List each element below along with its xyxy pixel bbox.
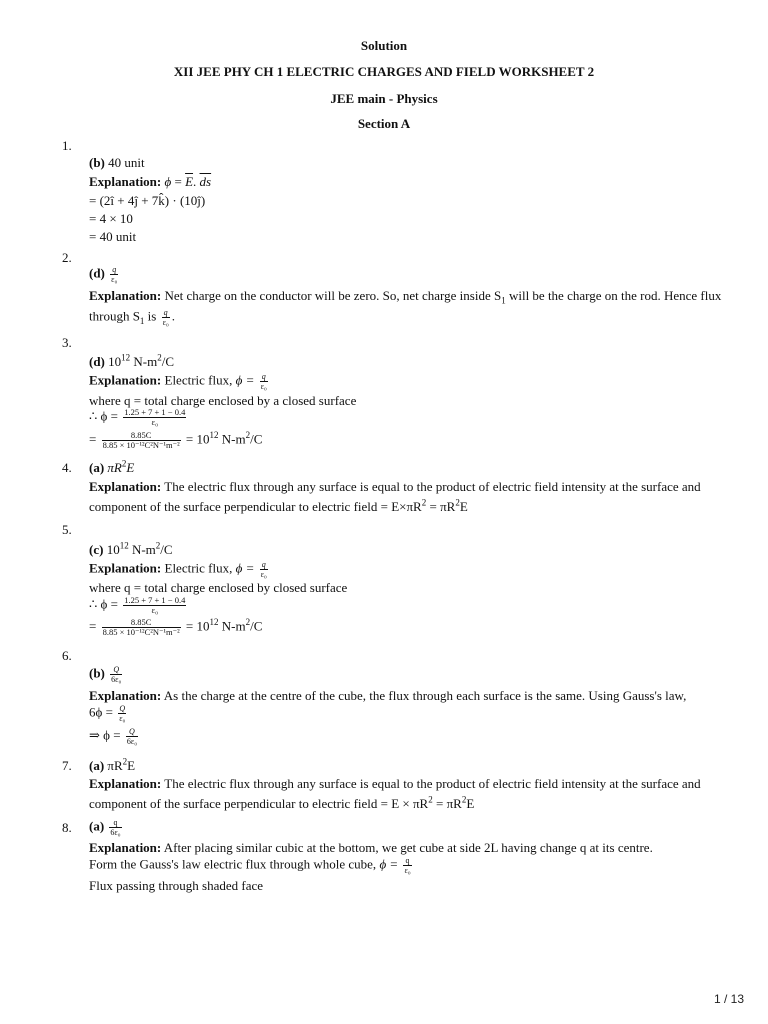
q-over-epsilon <box>260 372 268 391</box>
exponent: 12 <box>209 617 219 628</box>
numerator: Q <box>113 665 120 674</box>
q5-text: Electric flux, <box>164 560 236 576</box>
q2-explanation <box>89 288 721 304</box>
q8-answer <box>89 818 124 837</box>
explanation-label: Explanation: <box>89 288 162 303</box>
numeric-fraction <box>102 431 181 450</box>
field-vector: $\overline{E}$ <box>185 174 194 189</box>
q2-text-cont: is <box>144 308 160 324</box>
denominator: ε₀ <box>151 417 159 427</box>
unit: /C <box>250 618 263 634</box>
equals-sign: = <box>89 618 97 634</box>
subscript: 1 <box>501 295 506 306</box>
exponent: 2 <box>461 794 467 805</box>
q3-where: where q = total charge enclosed by a closed surface <box>89 393 357 408</box>
exponent: 2 <box>157 352 162 363</box>
worksheet-title: XII JEE PHY CH 1 ELECTRIC CHARGES AND FIELD WORKSHEET 2 <box>173 64 595 79</box>
answer-expr-end: E <box>126 460 135 475</box>
q3-option: (d) <box>89 354 105 369</box>
q5-result <box>89 618 262 637</box>
question-number-1: 1. <box>62 138 72 153</box>
numerator: 8.85C <box>102 618 181 628</box>
q8-text: After placing similar cubic at the bottom, we get cube at side 2L having change q at its centre. <box>163 840 653 855</box>
explanation-label: Explanation: <box>89 479 162 494</box>
exponent: 2 <box>245 430 251 441</box>
q5-explanation <box>89 560 270 579</box>
q7-option: (a) <box>89 758 105 773</box>
q1-answer <box>89 155 145 171</box>
charge-over-epsilon <box>123 596 186 615</box>
denominator: 8.85 × 10⁻¹²C²N⁻¹m⁻² <box>102 440 180 450</box>
Q-over-epsilon <box>118 704 126 723</box>
solution-heading: Solution <box>360 38 408 53</box>
q4-text: = πR <box>426 499 456 514</box>
q1-step-4: = 40 unit <box>89 229 137 244</box>
q4-explanation-line-2 <box>89 499 468 515</box>
numerator: q <box>403 856 411 866</box>
q3-text: Electric flux, <box>164 372 236 388</box>
q1-step-3: = 4 × 10 <box>89 211 133 226</box>
explanation-label: Explanation: <box>89 560 162 576</box>
q4-answer <box>89 460 134 476</box>
denominator: ε₀ <box>111 275 118 284</box>
exponent: 2 <box>245 617 251 628</box>
result-value: = 10 <box>185 431 210 447</box>
q-over-epsilon <box>260 560 268 579</box>
numerator: 1.25 + 7 + 1 − 0.4 <box>124 407 186 417</box>
denominator: ε₀ <box>404 866 411 875</box>
denominator: ε₀ <box>151 605 159 615</box>
q7-text: The electric flux through any surface is equal to the product of electric field intensity at the surface and <box>164 776 701 791</box>
q7-text: = πR <box>432 796 462 811</box>
charge-over-epsilon <box>123 408 186 427</box>
therefore-phi: ∴ ϕ = <box>89 408 118 424</box>
exponent: 12 <box>119 540 129 551</box>
question-number-2: 2. <box>62 250 72 265</box>
numerator: Q <box>119 704 126 713</box>
q3-step <box>89 408 188 427</box>
unit: /C <box>161 354 175 369</box>
q6-explanation <box>89 688 686 704</box>
q-over-6epsilon <box>109 818 121 837</box>
explanation-label: Explanation: <box>89 174 162 189</box>
q2-option: (d) <box>89 265 105 281</box>
page-indicator: 1 / 13 <box>713 992 744 1006</box>
unit: N-m <box>218 618 246 634</box>
q3-explanation <box>89 372 270 391</box>
denominator: ε₀ <box>260 382 267 391</box>
question-number-5: 5. <box>62 522 72 537</box>
exponent: 12 <box>121 352 131 363</box>
q4-text: E <box>459 499 468 514</box>
q7-explanation-line-2 <box>89 796 474 812</box>
q2-answer <box>89 265 120 284</box>
q6-step-3 <box>89 727 140 746</box>
exponent: 12 <box>209 430 219 441</box>
unit: N-m <box>128 542 156 557</box>
question-number-3: 3. <box>62 335 72 350</box>
phi-symbol: ϕ <box>164 174 172 189</box>
denominator: ε₀ <box>260 570 267 579</box>
q1-explanation: Explanation: $\phi = \overline{E}$. $\overline{ds}$ <box>89 174 212 189</box>
q-over-epsilon <box>403 856 411 875</box>
q7-explanation <box>89 776 701 792</box>
section-heading: Section A <box>357 116 411 131</box>
denominator: 8.85 × 10⁻¹²C²N⁻¹m⁻² <box>102 627 180 637</box>
Q-over-6epsilon <box>110 665 122 684</box>
exponent: 2 <box>122 756 128 767</box>
q6-text: As the charge at the centre of the cube, the flux through each surface is the same. Using Gauss's law, <box>163 688 687 703</box>
q1-step-2: = (2î + 4ĵ + 7k̂) · (10ĵ) <box>89 193 206 208</box>
q2-text: through S <box>89 308 140 324</box>
exponent: 2 <box>155 540 161 551</box>
unit: N-m <box>218 431 246 447</box>
phi-equation: ϕ = <box>235 560 255 576</box>
q6-step-2 <box>89 704 128 723</box>
subject-heading: JEE main - Physics <box>330 91 438 106</box>
denominator: 6ε₀ <box>126 737 137 746</box>
q5-option: (c) <box>89 542 104 557</box>
q2-explanation-line-2 <box>89 308 175 327</box>
q-over-epsilon <box>110 265 118 284</box>
question-number-7: 7. <box>62 758 72 773</box>
q4-text: The electric flux through any surface is equal to the product of electric field intensity at the surface and <box>164 479 701 494</box>
q1-option: (b) <box>89 155 105 170</box>
therefore-phi: ∴ ϕ = <box>89 596 118 612</box>
q8-option: (a) <box>89 818 105 834</box>
q7-text: component of the surface perpendicular to electric field = E × πR <box>89 796 429 811</box>
Q-over-6epsilon <box>126 727 138 746</box>
value: 10 <box>108 354 122 369</box>
q4-explanation <box>89 479 701 495</box>
q4-text: component of the surface perpendicular to electric field = E×πR <box>89 499 422 514</box>
q2-text-cont: will be the charge on the rod. Hence flux <box>505 288 722 303</box>
numerator: q <box>261 560 266 569</box>
answer-expr-end: E <box>127 758 136 773</box>
numerator: Q <box>129 727 135 736</box>
denominator: 6ε₀ <box>110 828 121 837</box>
unit: /C <box>160 542 173 557</box>
exponent: 2 <box>428 794 433 805</box>
exponent: 2 <box>421 497 427 508</box>
numerator: q <box>261 372 266 381</box>
denominator: 6ε₀ <box>111 675 122 684</box>
q8-text: Form the Gauss's law electric flux through whole cube, <box>89 856 380 872</box>
numeric-fraction <box>102 618 181 637</box>
q2-text: Net charge on the conductor will be zero. So, net charge inside S <box>164 288 502 303</box>
q4-option: (a) <box>89 460 105 475</box>
numerator: 8.85C <box>102 431 181 441</box>
q5-answer <box>89 542 173 558</box>
q3-answer <box>89 354 174 370</box>
q8-explanation-line-3: Flux passing through shaded face <box>89 878 264 893</box>
q6-answer <box>89 665 124 684</box>
answer-expr: πR <box>107 758 123 773</box>
numerator: q <box>109 818 121 828</box>
q5-where: where q = total charge enclosed by closed surface <box>89 580 348 595</box>
question-number-4: 4. <box>62 460 72 475</box>
area-vector: $\overline{ds}$ <box>199 174 212 189</box>
subscript: 1 <box>139 316 145 327</box>
numerator: 1.25 + 7 + 1 − 0.4 <box>124 595 186 605</box>
equals-sign: = <box>174 174 182 189</box>
six-phi: 6ϕ = <box>89 704 113 720</box>
exponent: 2 <box>455 497 460 508</box>
q7-answer <box>89 758 135 774</box>
q8-explanation <box>89 840 653 856</box>
q7-text: E <box>466 796 475 811</box>
period: . <box>171 308 175 324</box>
value: 10 <box>106 542 120 557</box>
answer-expr: πR <box>107 460 122 475</box>
question-number-6: 6. <box>62 648 72 663</box>
denominator: ε₀ <box>119 714 126 723</box>
unit: /C <box>250 431 263 447</box>
explanation-label: Explanation: <box>89 840 162 855</box>
denominator: ε₀ <box>162 318 169 327</box>
explanation-label: Explanation: <box>89 372 162 388</box>
question-number-8: 8. <box>62 820 72 835</box>
unit: N-m <box>130 354 158 369</box>
explanation-label: Explanation: <box>89 688 162 703</box>
q8-explanation-line-2 <box>89 856 414 875</box>
q1-answer-text: 40 unit <box>108 155 145 170</box>
q5-step <box>89 596 188 615</box>
phi-equation: ϕ = <box>379 856 399 872</box>
explanation-label: Explanation: <box>89 776 162 791</box>
numerator: q <box>163 308 168 317</box>
q-over-epsilon <box>162 308 170 327</box>
q3-result <box>89 431 262 450</box>
numerator: q <box>112 265 117 274</box>
q6-option: (b) <box>89 665 105 681</box>
exponent: 2 <box>121 458 127 469</box>
result-value: = 10 <box>185 618 210 634</box>
equals-sign: = <box>89 431 97 447</box>
phi-equation: ϕ = <box>235 372 255 388</box>
implies-phi: ⇒ ϕ = <box>89 727 121 743</box>
